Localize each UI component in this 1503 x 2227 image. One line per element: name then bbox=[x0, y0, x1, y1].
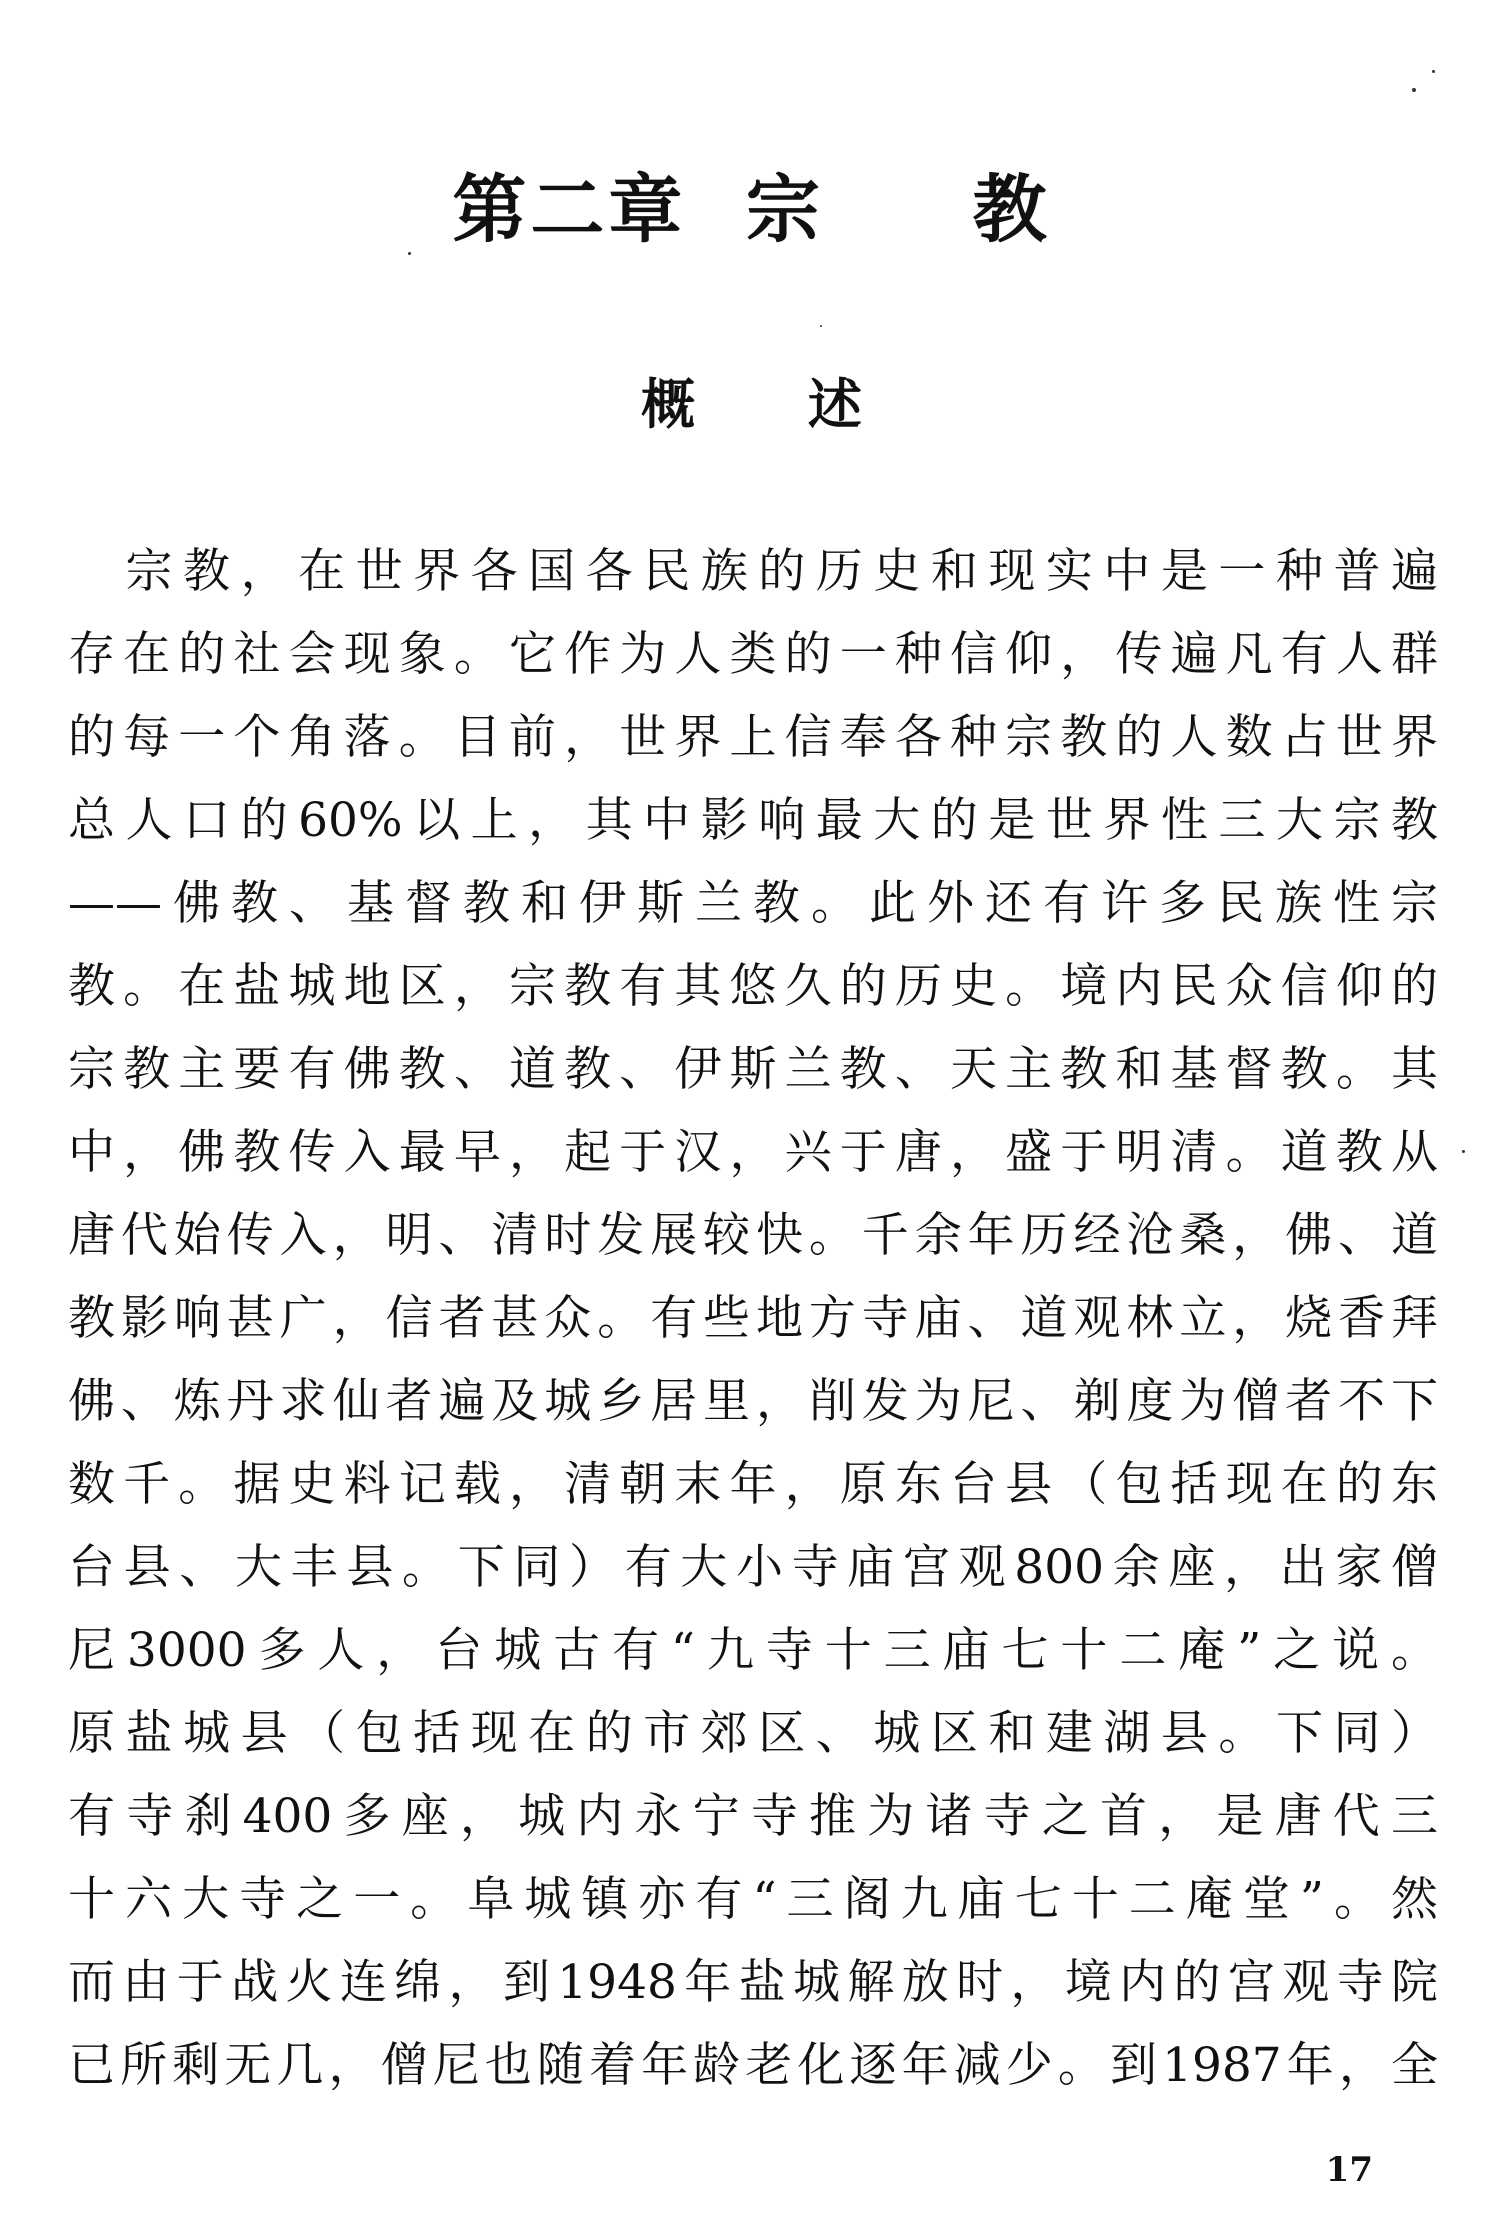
scan-speck bbox=[408, 252, 411, 255]
text-line: 存在的社会现象。它作为人类的一种信仰，传遍凡有人群 bbox=[68, 627, 1438, 682]
text-line: 十六大寺之一。阜城镇亦有“三阁九庙七十二庵堂”。然 bbox=[68, 1872, 1438, 1927]
text-line: 的每一个角落。目前，世界上信奉各种宗教的人数占世界 bbox=[68, 710, 1438, 765]
text-line: 唐代始传入，明、清时发展较快。千余年历经沧桑，佛、道 bbox=[68, 1208, 1438, 1263]
text-line: 教。在盐城地区，宗教有其悠久的历史。境内民众信仰的 bbox=[68, 959, 1438, 1014]
text-line: 宗教主要有佛教、道教、伊斯兰教、天主教和基督教。其 bbox=[68, 1042, 1438, 1097]
body-paragraph bbox=[68, 530, 1438, 2107]
text-line: 而由于战火连绵，到1948年盐城解放时，境内的宫观寺院 bbox=[68, 1955, 1438, 2010]
chapter-title: 第二章 宗 教 bbox=[452, 167, 1051, 253]
text-line: 数千。据史料记载，清朝末年，原东台县（包括现在的东 bbox=[68, 1457, 1438, 1512]
page-number: 17 bbox=[1325, 2150, 1373, 2190]
text-line: 尼3000多人，台城古有“九寺十三庙七十二庵”之说。 bbox=[68, 1623, 1438, 1678]
scan-speck bbox=[820, 325, 822, 327]
text-line: 台县、大丰县。下同）有大小寺庙宫观800余座，出家僧 bbox=[68, 1540, 1438, 1595]
text-line: 已所剩无几，僧尼也随着年龄老化逐年减少。到1987年，全 bbox=[68, 2038, 1438, 2093]
scan-speck bbox=[1412, 88, 1416, 92]
section-title: 概 述 bbox=[641, 373, 862, 436]
text-line: 宗教，在世界各国各民族的历史和现实中是一种普遍 bbox=[68, 544, 1438, 599]
text-line: 原盐城县（包括现在的市郊区、城区和建湖县。下同） bbox=[68, 1706, 1438, 1761]
text-line: ——佛教、基督教和伊斯兰教。此外还有许多民族性宗 bbox=[68, 876, 1438, 931]
scan-speck bbox=[1432, 70, 1435, 73]
text-line: 教影响甚广，信者甚众。有些地方寺庙、道观林立，烧香拜 bbox=[68, 1291, 1438, 1346]
text-line: 中，佛教传入最早，起于汉，兴于唐，盛于明清。道教从 bbox=[68, 1125, 1438, 1180]
text-line: 佛、炼丹求仙者遍及城乡居里，削发为尼、剃度为僧者不下 bbox=[68, 1374, 1438, 1429]
text-line: 有寺刹400多座，城内永宁寺推为诸寺之首，是唐代三 bbox=[68, 1789, 1438, 1844]
text-line: 总人口的60%以上，其中影响最大的是世界性三大宗教 bbox=[68, 793, 1438, 848]
scan-speck bbox=[1462, 1150, 1465, 1153]
